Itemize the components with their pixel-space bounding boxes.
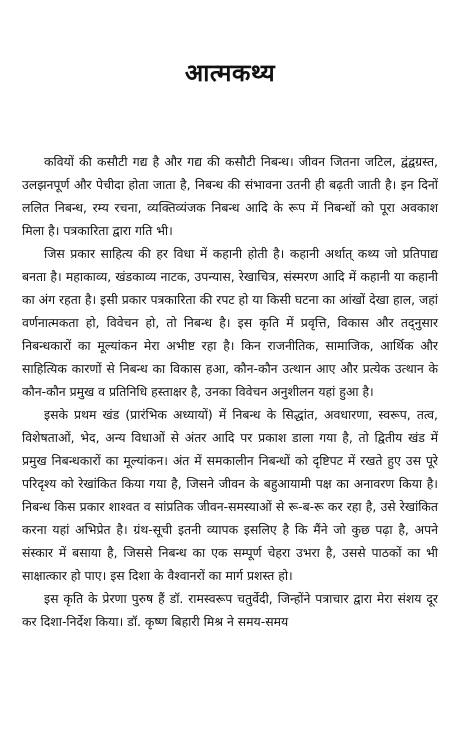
body-text xyxy=(22,150,438,633)
page-title: आत्मकथ्य xyxy=(184,59,276,87)
paragraph: जिस प्रकार साहित्य की हर विधा में कहानी होती है। कहानी अर्थात् कथ्य जो प्रतिपाद्य बनता है। महाकाव्य, खंडकाव्य नाटक, उपन्यास, रेखाचित्र, संस्मरण आदि में कहानी या कहानी का अंग रहता है। इसी प्रकार पत्रकारिता की रपट हो या किसी घटना का आंखों देखा हाल, जहां वर्णनात्मकता हो, विवेचन हो, तो निबन्ध है। इस कृति में प्रवृत्ति, विकास और तद्नुसार निबन्धकारों का मूल्यांकन मेरा अभीष्ट रहा है। किन राजनीतिक, सामाजिक, आर्थिक और साहित्यिक कारणों से निबन्ध का विकास हआ, कौन-कौन उत्थान आए और प्रत्येक उत्थान के कौन-कौन प्रमुख व प्रतिनिधि हस्ताक्षर है, उनका विवेचन अनुशीलन यहां हुआ है। xyxy=(22,246,438,399)
paragraph: इस कृति के प्रेरणा पुरुष हैं डॉ. रामस्वरूप चतुर्वेदी, जिन्होंने पत्राचार द्वारा मेरा संशय दूर कर दिशा-निर्देश किया। डॉ. कृष्ण बिहारी मिश्र ने समय-समय xyxy=(22,591,438,629)
paragraph: कवियों की कसौटी गद्य है और गद्य की कसौटी निबन्ध। जीवन जितना जटिल, द्वंद्वग्रस्त, उलझनपूर्ण और पेचीदा होता जाता है, निबन्ध की संभावना उतनी ही बढ़ती जाती है। इन दिनों ललित निबन्ध, रम्य रचना, व्यक्तिव्यंजक निबन्ध आदि के रूप में निबन्धों को पूरा अवकाश मिला है। पत्रकारिता द्वारा गति भी। xyxy=(22,154,438,238)
paragraph: इसके प्रथम खंड (प्रारंभिक अध्यायों) में निबन्ध के सिद्धांत, अवधारणा, स्वरूप, तत्व, विशेषताओं, भेद, अन्य विधाओं से अंतर आदि पर प्रकाश डाला गया है, तो द्वितीय खंड में प्रमुख निबन्धकारों का मूल्यांकन। अंत में समकालीन निबन्धों को दृष्टिपट में रखते हुए उस पूरे परिदृश्य को रेखांकित किया गया है, जिसने जीवन के बहुआयामी पक्ष का अनावरण किया है। निबन्ध किस प्रकार शाश्वत व सांप्रतिक जीवन-समस्याओं से रू-ब-रू कर रहा है, उसे रेखांकित करना यहां अभिप्रेत है। ग्रंथ-सूची इतनी व्यापक इसलिए है कि मैंने जो कुछ पढ़ा है, अपने संस्कार में बसाया है, जिससे निबन्ध का एक सम्पूर्ण चेहरा उभरा है, उससे पाठकों का भी साक्षात्कार हो पाए। इस दिशा के वैश्वानरों का मार्ग प्रशस्त हो। xyxy=(22,407,438,583)
